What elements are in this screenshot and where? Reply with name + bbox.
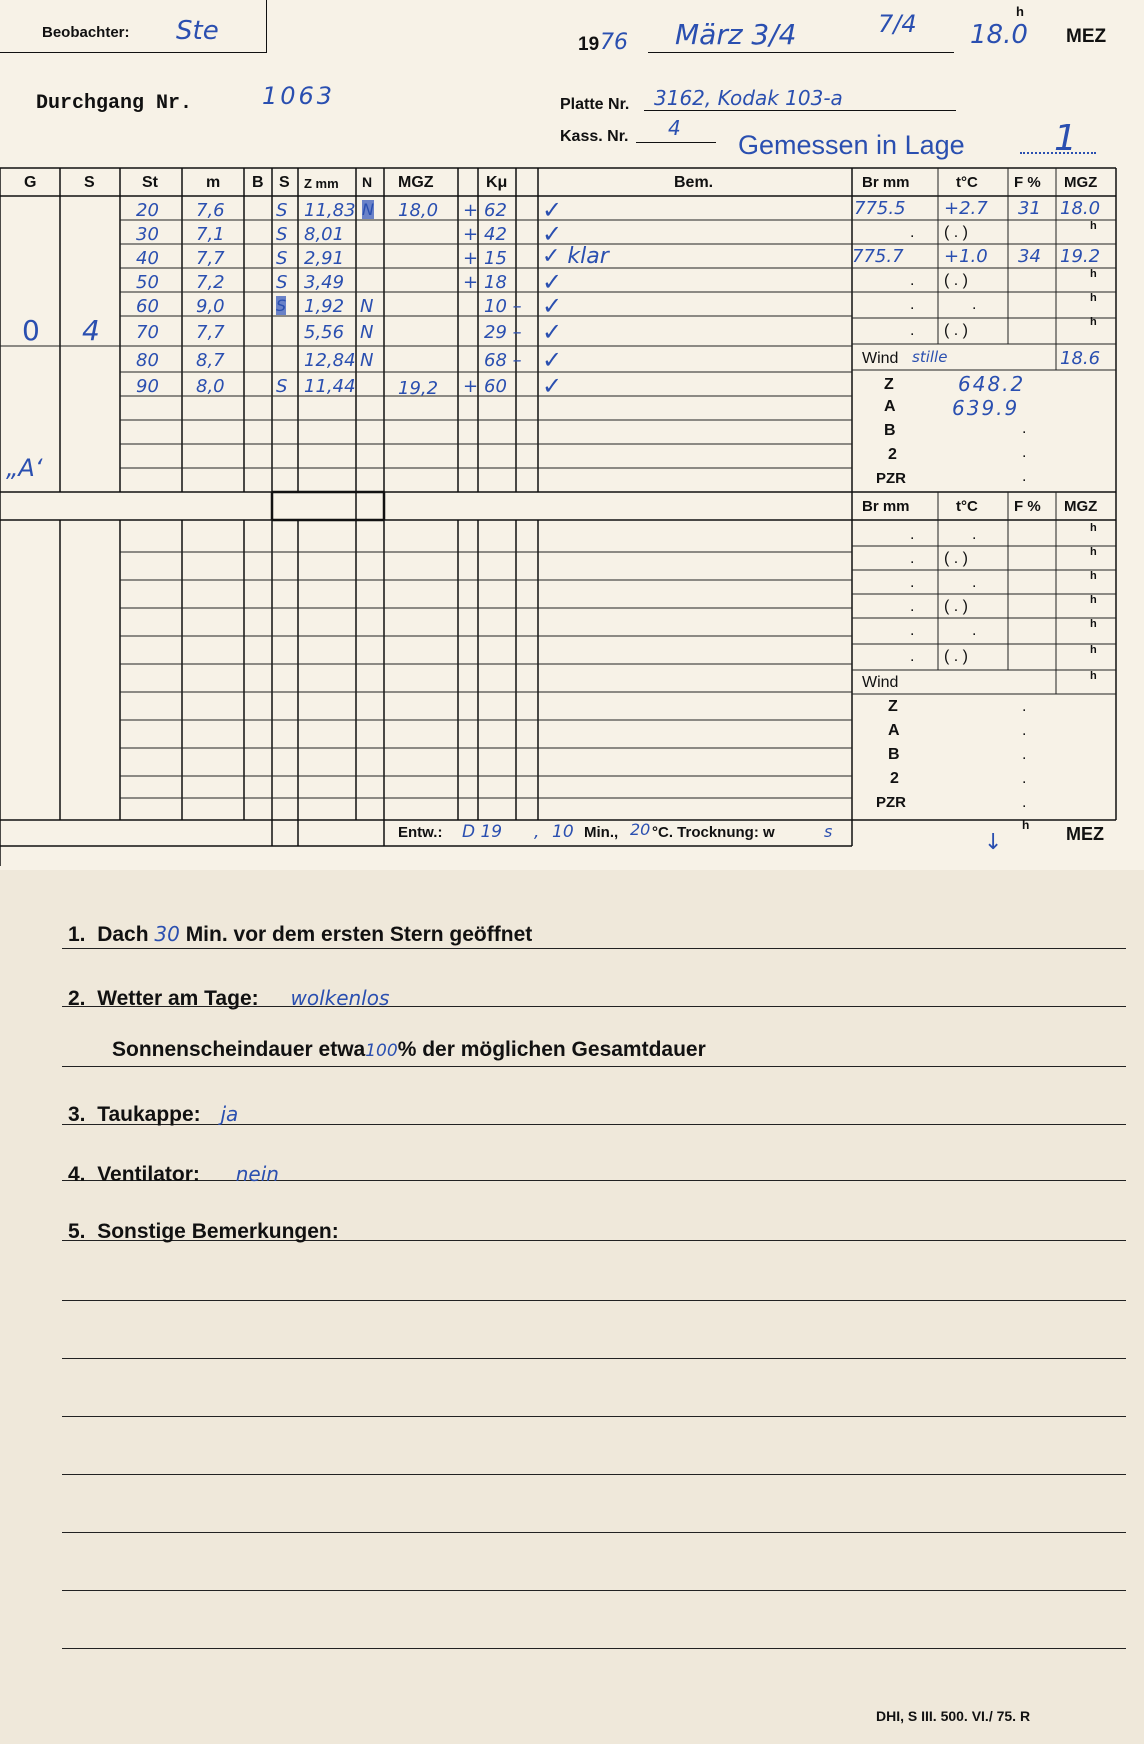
- w1-mgz[interactable]: 19.2: [1060, 246, 1101, 267]
- form-line: [62, 1648, 1126, 1649]
- question-5: [68, 1220, 339, 1244]
- w1-br[interactable]: .: [910, 296, 915, 313]
- w1-br[interactable]: .: [910, 322, 915, 339]
- w1-t[interactable]: ( . ): [944, 322, 968, 339]
- cell-bem[interactable]: ✓: [542, 268, 563, 296]
- w2-header-mgz: MGZ: [1064, 498, 1098, 515]
- w1-t[interactable]: +2.7: [944, 198, 988, 219]
- col-header-bem: Bem.: [674, 174, 714, 191]
- entw-temp[interactable]: 20: [630, 820, 651, 839]
- w1-label-pzr: PZR: [876, 470, 906, 487]
- w1-value-2[interactable]: .: [1022, 444, 1027, 461]
- col-header-m: m: [206, 174, 221, 191]
- form-line: [62, 1358, 1126, 1359]
- w1-wind-value[interactable]: stille: [912, 348, 948, 366]
- question-2: [68, 986, 389, 1011]
- cell-z[interactable]: 11,44: [304, 376, 356, 397]
- form-line: [62, 948, 1126, 949]
- entw-trocknung[interactable]: s: [824, 822, 833, 841]
- q5-number: 5.: [68, 1220, 86, 1243]
- w1-t[interactable]: ( . ): [944, 272, 968, 289]
- cell-bem[interactable]: ✓: [542, 346, 563, 374]
- w1-value-a[interactable]: 639.9: [952, 396, 1020, 420]
- cell-bem[interactable]: ✓ klar: [542, 244, 609, 269]
- q4-number: 4.: [68, 1163, 86, 1186]
- w2-label-b: B: [888, 746, 900, 763]
- q2-label: Wetter am Tage:: [97, 987, 259, 1010]
- col-header-mgz: MGZ: [398, 174, 434, 191]
- observer-label: Beobachter:: [42, 24, 130, 41]
- w2-mgz: h: [1090, 644, 1097, 656]
- w1-t[interactable]: +1.0: [944, 246, 988, 267]
- cell-ksign[interactable]: +: [463, 224, 479, 245]
- w1-mgz[interactable]: 18.0: [1060, 198, 1101, 219]
- col-header-z: Z mm: [304, 176, 339, 191]
- w2-t[interactable]: ( . ): [944, 550, 968, 567]
- cell-n[interactable]: N: [360, 322, 374, 343]
- platte-value[interactable]: 3162, Kodak 103-a: [654, 86, 843, 110]
- durchgang-value[interactable]: 1063: [262, 82, 336, 110]
- cell-n[interactable]: N: [362, 200, 374, 219]
- w1-f[interactable]: 31: [1018, 198, 1041, 219]
- q1-text-b: Min. vor dem ersten Stern geöffnet: [185, 923, 533, 946]
- q3-number: 3.: [68, 1103, 86, 1126]
- w1-br[interactable]: 775.5: [854, 198, 906, 219]
- q2b-value[interactable]: 100: [365, 1041, 398, 1061]
- w2-header-t: t°C: [956, 498, 978, 515]
- cell-z[interactable]: 2,91: [304, 248, 345, 269]
- date-extra[interactable]: 7/4: [878, 10, 917, 38]
- w2-value-z[interactable]: .: [1022, 698, 1027, 715]
- question-1: [68, 922, 532, 947]
- q2-value[interactable]: wolkenlos: [290, 986, 390, 1010]
- cell-s[interactable]: S: [276, 272, 288, 293]
- cell-z[interactable]: 5,56: [304, 322, 345, 343]
- w1-value-b[interactable]: .: [1022, 420, 1027, 437]
- w1-wind-mgz[interactable]: 18.6: [1060, 348, 1101, 369]
- w2-t[interactable]: ( . ): [944, 648, 968, 665]
- cell-st[interactable]: 20: [136, 200, 159, 221]
- cell-z[interactable]: 8,01: [304, 224, 345, 245]
- cell-bem[interactable]: ✓: [542, 318, 563, 346]
- w1-br[interactable]: .: [910, 272, 915, 289]
- cell-m[interactable]: 9,0: [196, 296, 225, 317]
- w1-t[interactable]: ( . ): [944, 224, 968, 241]
- table-grid: [0, 0, 1144, 870]
- cell-s[interactable]: S: [276, 200, 288, 221]
- col-header-st: St: [142, 174, 158, 191]
- cell-z[interactable]: 3,49: [304, 272, 345, 293]
- q3-label: Taukappe:: [97, 1103, 201, 1126]
- entw-min[interactable]: 10: [552, 822, 574, 842]
- q4-label: Ventilator:: [97, 1163, 200, 1186]
- platte-label: Platte Nr.: [560, 96, 630, 113]
- w1-label-2: 2: [888, 446, 897, 463]
- w1-f[interactable]: 34: [1018, 246, 1041, 267]
- cell-m[interactable]: 7,6: [196, 200, 225, 221]
- form-line: [62, 1300, 1126, 1301]
- kass-value[interactable]: 4: [668, 116, 681, 140]
- w2-br[interactable]: .: [910, 622, 915, 639]
- w1-label-b: B: [884, 422, 896, 439]
- cell-st[interactable]: 80: [136, 350, 159, 371]
- w2-wind-label: Wind: [862, 674, 899, 691]
- cell-k[interactable]: 15: [484, 248, 507, 269]
- question-4: [68, 1162, 279, 1187]
- q5-label: Sonstige Bemerkungen:: [97, 1220, 339, 1243]
- w2-value-pzr[interactable]: .: [1022, 794, 1027, 811]
- w1-wind-label: Wind: [862, 350, 899, 367]
- q4-value[interactable]: nein: [235, 1162, 279, 1186]
- w2-mgz: h: [1090, 570, 1097, 582]
- gemessen-value[interactable]: 1: [1054, 118, 1077, 159]
- q3-value[interactable]: ja: [220, 1102, 239, 1126]
- w1-value-z[interactable]: 648.2: [958, 372, 1026, 396]
- cell-ksign[interactable]: +: [463, 376, 479, 397]
- w2-br[interactable]: .: [910, 648, 915, 665]
- w1-mgz: h: [1090, 316, 1097, 328]
- form-line: [62, 1066, 1126, 1067]
- cell-s[interactable]: S: [276, 248, 288, 269]
- w2-br[interactable]: .: [910, 598, 915, 615]
- cell-s[interactable]: S: [276, 224, 288, 245]
- cell-z[interactable]: 11,83: [304, 200, 356, 221]
- q1-text-a: Dach: [97, 923, 149, 946]
- time-value[interactable]: 18.0: [970, 20, 1028, 50]
- col-header-s2: S: [279, 174, 290, 191]
- w2-value-b[interactable]: .: [1022, 746, 1027, 763]
- observer-value[interactable]: Ste: [176, 16, 219, 46]
- cell-z[interactable]: 12,84: [304, 350, 356, 371]
- w2-mgz: h: [1090, 594, 1097, 606]
- col-header-s: S: [84, 174, 95, 191]
- cell-s[interactable]: S: [276, 376, 288, 397]
- entw-comma: ,: [534, 822, 540, 842]
- q2b-text-b: % der möglichen Gesamtdauer: [397, 1038, 706, 1061]
- cell-m[interactable]: 7,7: [196, 248, 225, 269]
- foot-h: h: [1022, 818, 1030, 832]
- a-mark[interactable]: „A‘: [6, 454, 43, 482]
- time-h: h: [1016, 4, 1024, 19]
- w2-value-2[interactable]: .: [1022, 770, 1027, 787]
- w2-br[interactable]: .: [910, 526, 915, 543]
- cell-z[interactable]: 1,92: [304, 296, 345, 317]
- w2-header-f: F %: [1014, 498, 1041, 515]
- cell-k[interactable]: 42: [484, 224, 507, 245]
- footer-code: DHI, S III. 500. VI./ 75. R: [876, 1708, 1031, 1724]
- w1-t[interactable]: .: [972, 296, 977, 313]
- gemessen-label: Gemessen in Lage: [738, 130, 965, 160]
- w2-label-a: A: [888, 722, 900, 739]
- cell-st[interactable]: 40: [136, 248, 159, 269]
- col-header-n: N: [362, 174, 373, 190]
- s-value[interactable]: 4: [82, 314, 100, 347]
- cell-bem[interactable]: ✓: [542, 372, 563, 400]
- cell-s[interactable]: S: [276, 296, 287, 315]
- cell-st[interactable]: 30: [136, 224, 159, 245]
- cell-k[interactable]: 10 –: [484, 296, 522, 317]
- w1-br[interactable]: .: [910, 224, 915, 241]
- form-line: [62, 1474, 1126, 1475]
- form-line: [62, 1416, 1126, 1417]
- w2-t[interactable]: .: [972, 526, 977, 543]
- entw-label: Entw.:: [398, 824, 443, 841]
- w2-label-2: 2: [890, 770, 899, 787]
- kass-label: Kass. Nr.: [560, 128, 629, 145]
- question-3: [68, 1102, 238, 1127]
- cell-k[interactable]: 29 –: [484, 322, 522, 343]
- w1-header-br: Br mm: [862, 174, 910, 191]
- col-header-g: G: [24, 174, 37, 191]
- w1-value-pzr[interactable]: .: [1022, 468, 1027, 485]
- cell-st[interactable]: 50: [136, 272, 159, 293]
- cell-ksign[interactable]: +: [463, 248, 479, 269]
- date-value[interactable]: März 3/4: [675, 18, 797, 51]
- w1-mgz: h: [1090, 220, 1097, 232]
- w2-header-br: Br mm: [862, 498, 910, 515]
- cell-bem[interactable]: ✓: [542, 220, 563, 248]
- cell-st[interactable]: 70: [136, 322, 159, 343]
- w2-t[interactable]: .: [972, 622, 977, 639]
- cell-m[interactable]: 7,2: [196, 272, 225, 293]
- w1-header-f: F %: [1014, 174, 1041, 191]
- w1-header-t: t°C: [956, 174, 978, 191]
- q2b-text-a: Sonnenscheindauer etwa: [112, 1038, 366, 1061]
- w2-t[interactable]: .: [972, 574, 977, 591]
- entw-min-label: Min.,: [584, 824, 619, 841]
- question-2b: [112, 1038, 706, 1062]
- cell-st[interactable]: 90: [136, 376, 159, 397]
- cell-k[interactable]: 62: [484, 200, 507, 221]
- cell-n[interactable]: N: [360, 296, 374, 317]
- col-header-b: B: [252, 174, 264, 191]
- foot-arrow-mark: ↓: [984, 830, 1003, 855]
- w2-br[interactable]: .: [910, 550, 915, 567]
- year-suffix[interactable]: 76: [600, 30, 628, 55]
- w1-header-mgz: MGZ: [1064, 174, 1098, 191]
- entw-temp-label: °C. Trocknung: w: [652, 824, 775, 841]
- w2-label-pzr: PZR: [876, 794, 906, 811]
- foot-mez: MEZ: [1066, 824, 1104, 844]
- cell-n[interactable]: N: [360, 350, 374, 371]
- w2-br[interactable]: .: [910, 574, 915, 591]
- cell-ksign[interactable]: +: [463, 272, 479, 293]
- time-zone: MEZ: [1066, 26, 1107, 47]
- cell-mgz[interactable]: 18,0: [398, 200, 439, 221]
- cell-k[interactable]: 60: [484, 376, 507, 397]
- cell-m[interactable]: 7,7: [196, 322, 225, 343]
- form-line: [62, 1590, 1126, 1591]
- cell-k[interactable]: 68 –: [484, 350, 522, 371]
- cell-m[interactable]: 8,0: [196, 376, 225, 397]
- q1-value[interactable]: 30: [154, 922, 180, 946]
- g-value[interactable]: 0: [22, 314, 40, 347]
- cell-ksign[interactable]: +: [463, 200, 479, 221]
- w1-label-a: A: [884, 398, 896, 415]
- form-line: [62, 1532, 1126, 1533]
- q2-number: 2.: [68, 987, 86, 1010]
- col-header-k: Kμ: [486, 174, 508, 191]
- w1-label-z: Z: [884, 376, 894, 393]
- cell-mgz[interactable]: 19,2: [398, 378, 439, 399]
- year-prefix: 19: [578, 34, 600, 55]
- w1-br[interactable]: 775.7: [852, 246, 904, 267]
- w2-mgz: h: [1090, 618, 1097, 630]
- cell-m[interactable]: 8,7: [196, 350, 225, 371]
- w2-value-a[interactable]: .: [1022, 722, 1027, 739]
- cell-m[interactable]: 7,1: [196, 224, 225, 245]
- q1-number: 1.: [68, 923, 86, 946]
- w2-mgz: h: [1090, 522, 1097, 534]
- w2-t[interactable]: ( . ): [944, 598, 968, 615]
- entw-d[interactable]: D 19: [462, 822, 503, 842]
- cell-bem[interactable]: ✓: [542, 292, 563, 320]
- w2-wind-mgz: h: [1090, 670, 1097, 682]
- w2-label-z: Z: [888, 698, 898, 715]
- durchgang-label: Durchgang Nr.: [36, 92, 193, 115]
- cell-st[interactable]: 60: [136, 296, 159, 317]
- cell-k[interactable]: 18: [484, 272, 507, 293]
- w2-mgz: h: [1090, 546, 1097, 558]
- cell-bem[interactable]: ✓: [542, 196, 563, 224]
- w1-mgz: h: [1090, 268, 1097, 280]
- w1-mgz: h: [1090, 292, 1097, 304]
